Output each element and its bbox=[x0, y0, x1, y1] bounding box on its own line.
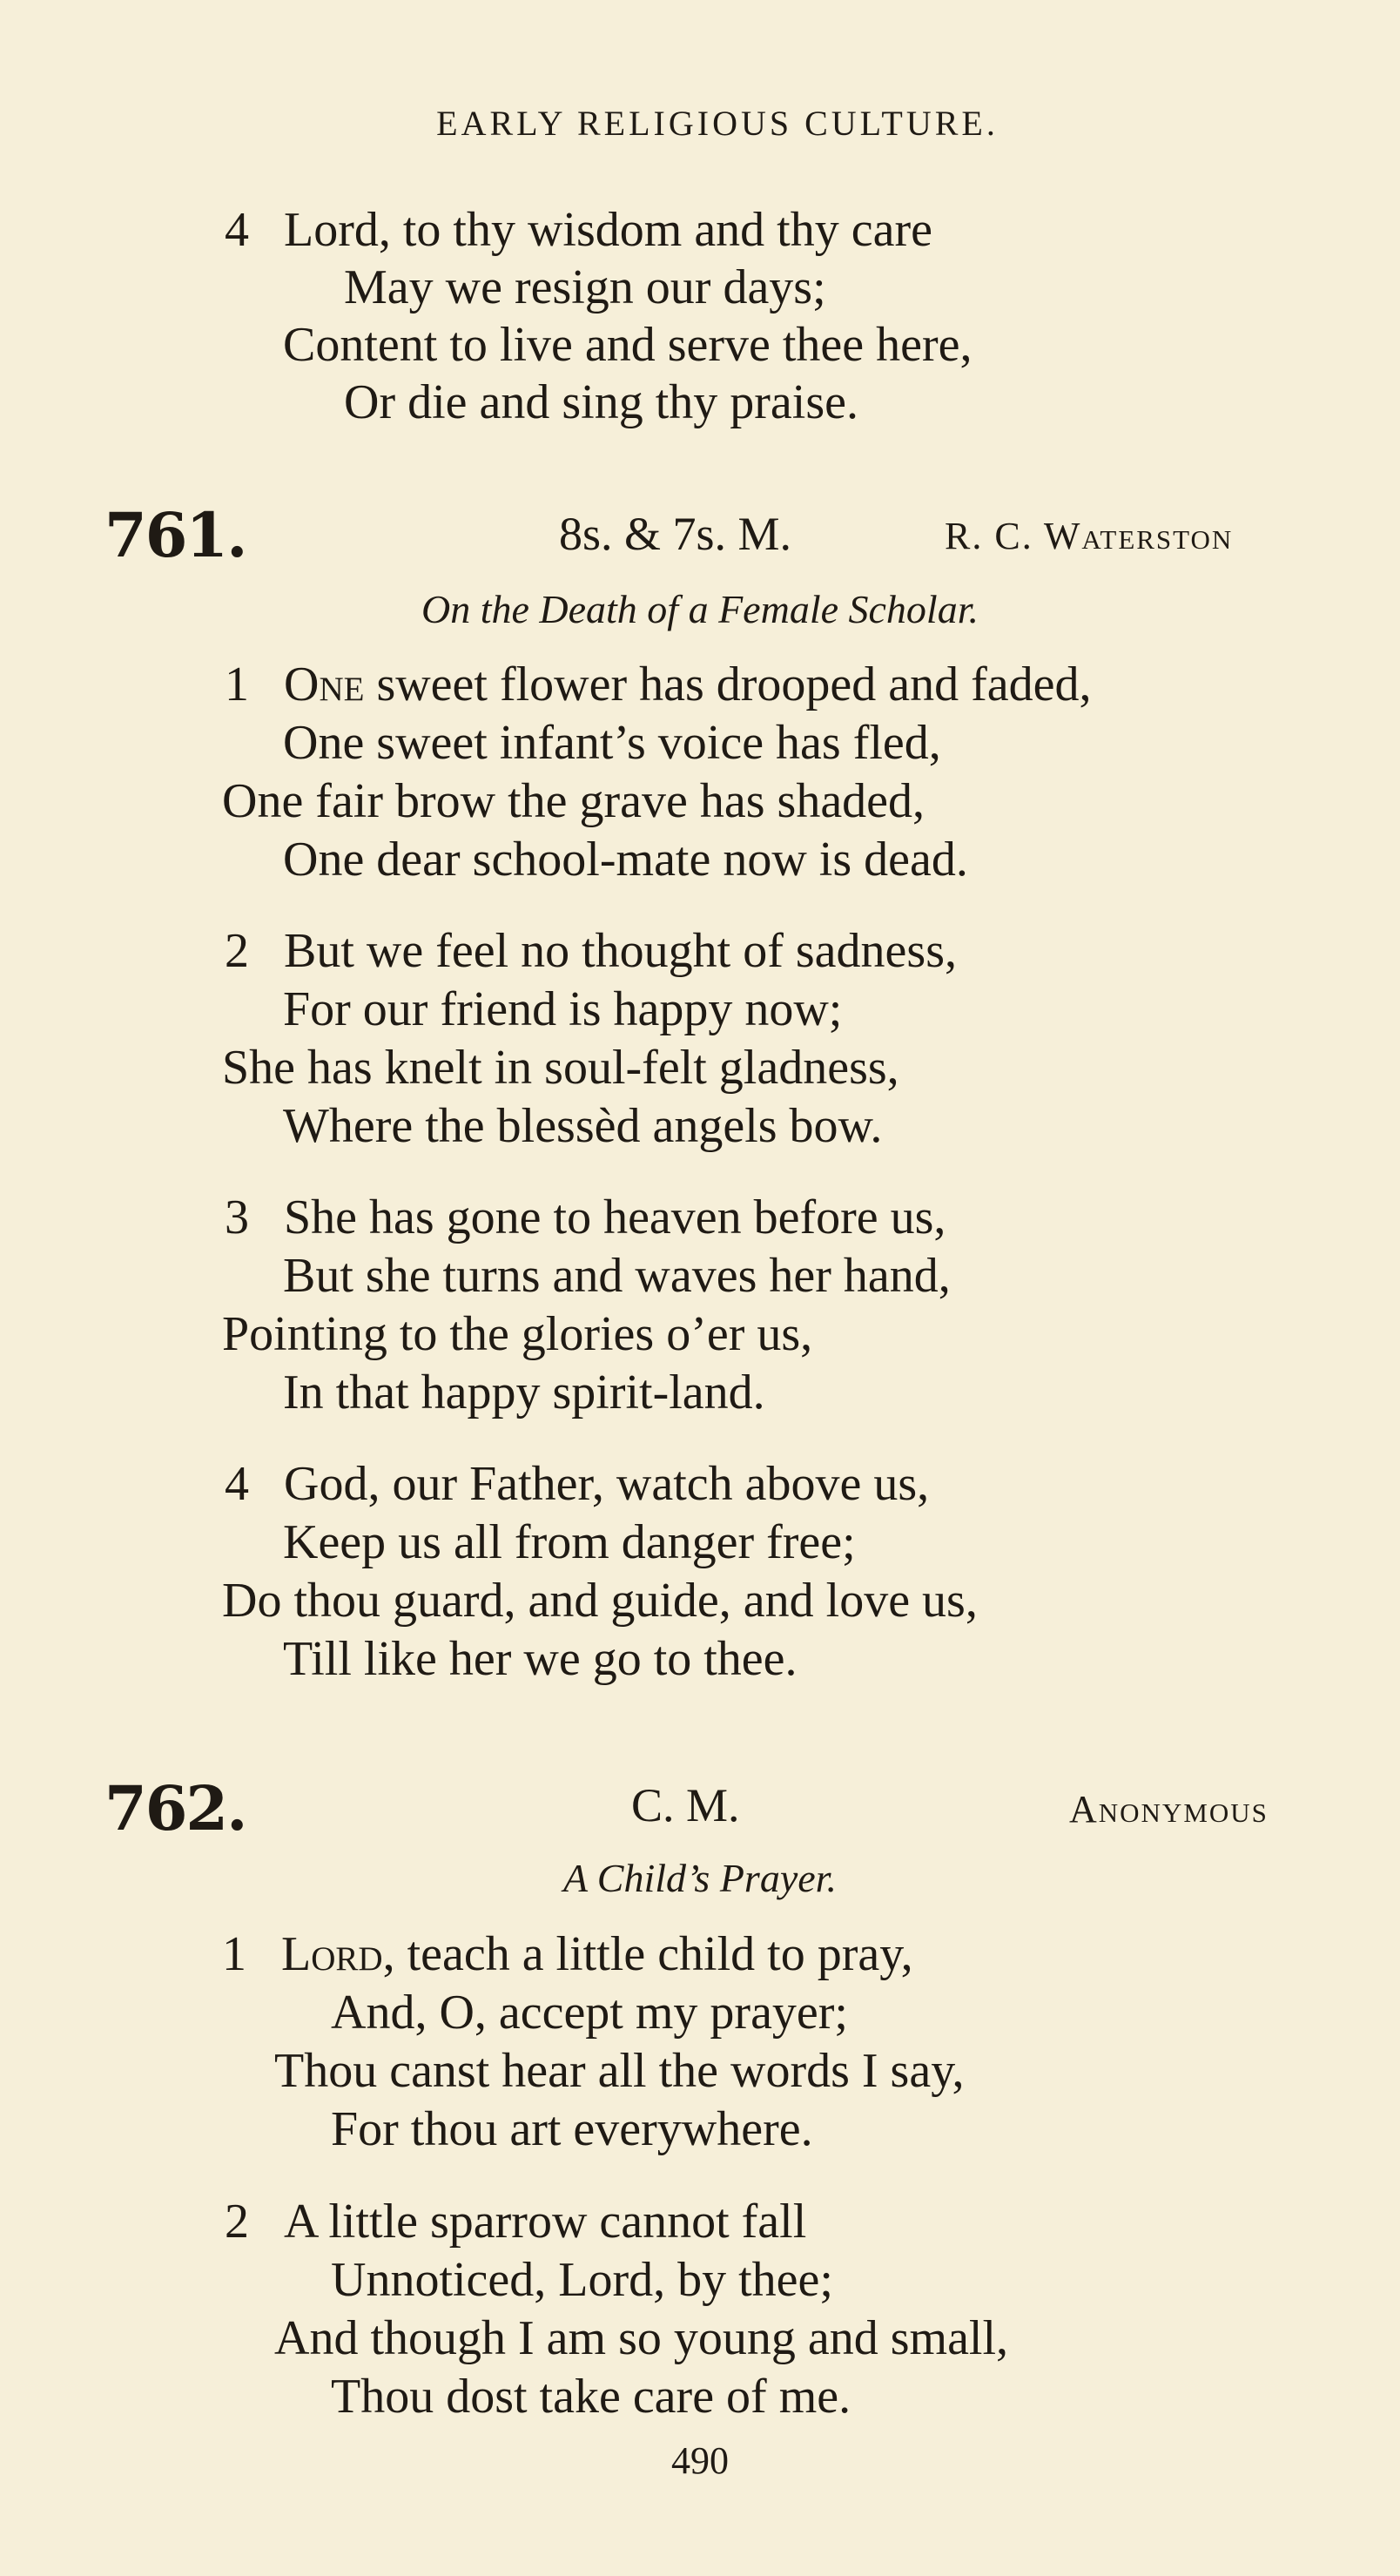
stanza-line: Where the blessèd angels bow. bbox=[283, 1099, 883, 1153]
hymn-number: 761. bbox=[104, 499, 246, 571]
stanza-line: 4 God, our Father, watch above us, bbox=[225, 1457, 930, 1511]
hymn-number: 762. bbox=[104, 1772, 246, 1844]
stanza-line: For our friend is happy now; bbox=[283, 982, 843, 1036]
stanza-line: Till like her we go to thee. bbox=[283, 1632, 798, 1686]
page-number: 490 bbox=[671, 2439, 729, 2482]
stanza-line: One sweet infant’s voice has fled, bbox=[283, 716, 941, 770]
stanza-line: In that happy spirit-land. bbox=[283, 1366, 765, 1419]
stanza-line: Unnoticed, Lord, by thee; bbox=[331, 2253, 833, 2307]
stanza-line: Thou canst hear all the words I say, bbox=[274, 2044, 965, 2098]
stanza-line: 2 But we feel no thought of sadness, bbox=[225, 924, 957, 978]
hymn-meter: C. M. bbox=[631, 1779, 740, 1831]
running-head bbox=[0, 103, 1400, 144]
stanza-number: 1 bbox=[222, 1927, 246, 1981]
hymn-author: Anonymous bbox=[1069, 1788, 1269, 1831]
stanza-number: 2 bbox=[225, 2195, 249, 2249]
stanza-line: And, O, accept my prayer; bbox=[331, 1986, 848, 2040]
hymn-author: R. C. Waterston bbox=[945, 515, 1234, 557]
hymn-meter: 8s. & 7s. M. bbox=[559, 508, 792, 560]
stanza-line: She has knelt in soul-felt gladness, bbox=[222, 1041, 899, 1095]
stanza-line: 1 One sweet flower has drooped and faded, bbox=[225, 657, 1092, 711]
stanza-line: 4 Lord, to thy wisdom and thy care bbox=[225, 203, 932, 257]
stanza-line: 3 She has gone to heaven before us, bbox=[225, 1190, 946, 1244]
stanza-number: 4 bbox=[225, 1457, 249, 1511]
stanza-line: May we resign our days; bbox=[344, 260, 826, 314]
stanza-line: Content to live and serve thee here, bbox=[283, 318, 973, 372]
hymn-subtitle: On the Death of a Female Scholar. bbox=[421, 587, 979, 631]
running-head-text: EARLY RELIGIOUS CULTURE. bbox=[436, 104, 999, 143]
stanza-number: 4 bbox=[225, 203, 249, 257]
stanza-line: Or die and sing thy praise. bbox=[344, 375, 858, 429]
stanza-line: Thou dost take care of me. bbox=[331, 2370, 851, 2424]
stanza-number: 2 bbox=[225, 924, 249, 978]
stanza-line: One fair brow the grave has shaded, bbox=[222, 774, 925, 828]
stanza-line: Do thou guard, and guide, and love us, bbox=[222, 1574, 978, 1628]
stanza-line: But she turns and waves her hand, bbox=[283, 1249, 951, 1303]
stanza-line: Keep us all from danger free; bbox=[283, 1515, 856, 1569]
stanza-line: One dear school-mate now is dead. bbox=[283, 833, 968, 887]
stanza-line: 2 A little sparrow cannot fall bbox=[225, 2195, 807, 2249]
stanza-line: 1 Lord, teach a little child to pray, bbox=[222, 1927, 913, 1981]
stanza-line: Pointing to the glories o’er us, bbox=[222, 1307, 813, 1361]
stanza-number: 1 bbox=[225, 657, 249, 711]
stanza-number: 3 bbox=[225, 1190, 249, 1244]
stanza-line: For thou art everywhere. bbox=[331, 2102, 813, 2156]
stanza-line: And though I am so young and small, bbox=[274, 2311, 1009, 2365]
hymn-subtitle: A Child’s Prayer. bbox=[563, 1856, 837, 1900]
